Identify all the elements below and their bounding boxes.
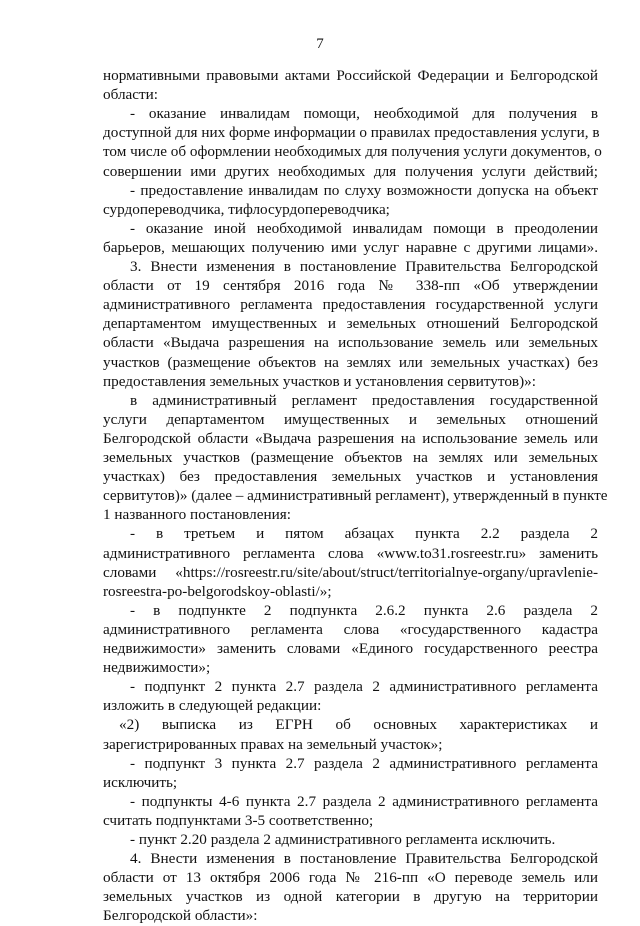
text-line: - подпункт 2 пункта 2.7 раздела 2 административного регламента (130, 678, 598, 696)
text-line: земельных участков (размещение объектов на землях или земельных (103, 449, 598, 466)
text-line: административного регламента слова «государственного кадастра (103, 620, 598, 638)
text-line: 3. Внести изменения в постановление Правительства Белгородской (130, 258, 598, 275)
text-line: словами «https://rosreestr.ru/site/about/struct/territorialnye-organy/upravlenie- (103, 563, 598, 581)
page-number: 7 (316, 36, 324, 52)
text-line: участков (размещение объектов на землях или земельных участках) без (103, 353, 598, 371)
text-line: предоставления земельных участков и установления сервитутов)»: (103, 372, 536, 390)
text-line: сервитутов)» (далее – административный регламент), утвержденный в пункте (103, 487, 608, 505)
text-line: совершении ими других необходимых для получения услуги действий; (103, 162, 598, 180)
text-line: области: (103, 86, 158, 104)
text-line: услуги департаментом имущественных и земельных отношений (103, 410, 598, 428)
text-line: недвижимости» заменить словами «Единого государственного реестра (103, 640, 598, 657)
text-line: изложить в следующей редакции: (103, 697, 322, 715)
text-line: барьеров, мешающих получению ими услуг наравне с другими лицами». (103, 238, 598, 256)
text-line: области от 13 октября 2006 года № 216-пп «О переводе земель или (103, 869, 598, 887)
text-line: Белгородской области»: (103, 907, 258, 925)
text-line: «2) выписка из ЕГРН об основных характеристиках и (119, 716, 598, 734)
text-line: зарегистрированных правах на земельный участок»; (103, 735, 443, 753)
text-line: - оказание иной необходимой инвалидам помощи в преодолении (130, 219, 598, 237)
text-line: области «Выдача разрешения на использование земель или земельных (103, 334, 598, 352)
text-line: - в подпункте 2 подпункта 2.6.2 пункта 2.6 раздела 2 (130, 601, 598, 619)
text-line: 4. Внести изменения в постановление Правительства Белгородской (130, 850, 598, 868)
text-line: - подпункты 4-6 пункта 2.7 раздела 2 административного регламента (130, 792, 598, 810)
text-line: считать подпунктами 3-5 соответственно; (103, 811, 374, 829)
text-line: участках) без предоставления земельных участков и установления (103, 468, 598, 486)
text-line: в административный регламент предоставления государственной (130, 391, 598, 409)
text-line: Белгородской области «Выдача разрешения на использование земель или (103, 429, 598, 447)
text-line: - предоставление инвалидам по слуху возможности допуска на объект (130, 181, 598, 199)
text-line: недвижимости»; (103, 659, 211, 677)
text-line: - пункт 2.20 раздела 2 административного регламента исключить. (130, 831, 556, 848)
text-line: исключить; (103, 773, 178, 791)
text-line: области от 19 сентября 2016 года № 338-пп «Об утверждении (103, 277, 598, 295)
text-line: том числе об оформлении необходимых для получения услуги документов, о (103, 143, 602, 161)
text-line: rosreestra-po-belgorodskoy-oblasti/»; (103, 582, 332, 600)
text-line: административного регламента предоставления государственной услуги (103, 296, 598, 314)
text-line: нормативными правовыми актами Российской Федерации и Белгородской (103, 67, 598, 84)
text-line: - подпункт 3 пункта 2.7 раздела 2 административного регламента (130, 754, 598, 772)
text-line: доступной для них форме информации о правилах предоставления услуги, в (103, 124, 600, 142)
text-line: 1 названного постановления: (103, 506, 291, 524)
text-line: - в третьем и пятом абзацах пункта 2.2 раздела 2 (130, 525, 598, 543)
text-line: сурдопереводчика, тифлосурдопереводчика; (103, 200, 390, 218)
text-line: административного регламента слова «www.to31.rosreestr.ru» заменить (103, 544, 598, 562)
text-line: земельных участков из одной категории в другую на территории (103, 888, 598, 906)
text-line: - оказание инвалидам помощи, необходимой для получения в (130, 105, 598, 123)
text-line: департаментом имущественных и земельных отношений Белгородской (103, 315, 598, 333)
